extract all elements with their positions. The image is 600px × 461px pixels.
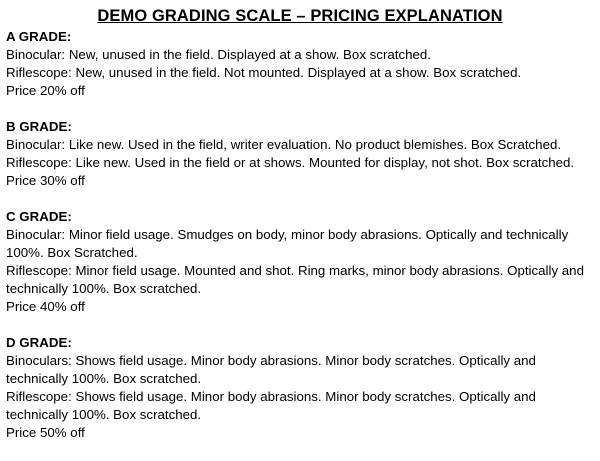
grade-heading: C GRADE:: [6, 209, 72, 224]
grade-heading: B GRADE:: [6, 119, 72, 134]
price-text: Price 40% off: [6, 299, 85, 314]
grade-section-b: [6, 118, 594, 190]
binocular-description: Binocular: Like new. Used in the field, writer evaluation. No product blemishes. Box Scratched.: [6, 137, 562, 152]
binocular-description: Binocular: New, unused in the field. Displayed at a show. Box scratched.: [6, 47, 432, 62]
binocular-description: Binocular: Minor field usage. Smudges on body, minor body abrasions. Optically and technically 100%. Box Scratched.: [6, 227, 569, 260]
riflescope-description: Riflescope: Shows field usage. Minor body abrasions. Minor body scratches. Optically and technically 100%. Box scratched.: [6, 389, 536, 422]
price-text: Price 30% off: [6, 173, 85, 188]
grade-section-a: [6, 28, 594, 100]
grade-section-c: [6, 208, 594, 316]
page-title: DEMO GRADING SCALE – PRICING EXPLANATION: [97, 7, 503, 25]
riflescope-description: Riflescope: Like new. Used in the field or at shows. Mounted for display, not shot. Box scratched.: [6, 155, 575, 170]
riflescope-description: Riflescope: Minor field usage. Mounted and shot. Ring marks, minor body abrasions. Optically and technically 100%. Box scratched.: [6, 263, 584, 296]
price-text: Price 20% off: [6, 83, 85, 98]
grade-section-d: [6, 334, 594, 442]
riflescope-description: Riflescope: New, unused in the field. Not mounted. Displayed at a show. Box scratched.: [6, 65, 522, 80]
grade-heading: A GRADE:: [6, 29, 72, 44]
price-text: Price 50% off: [6, 425, 85, 440]
grade-heading: D GRADE:: [6, 335, 72, 350]
binocular-description: Binoculars: Shows field usage. Minor body abrasions. Minor body scratches. Optically and technically 100%. Box scratched.: [6, 353, 536, 386]
